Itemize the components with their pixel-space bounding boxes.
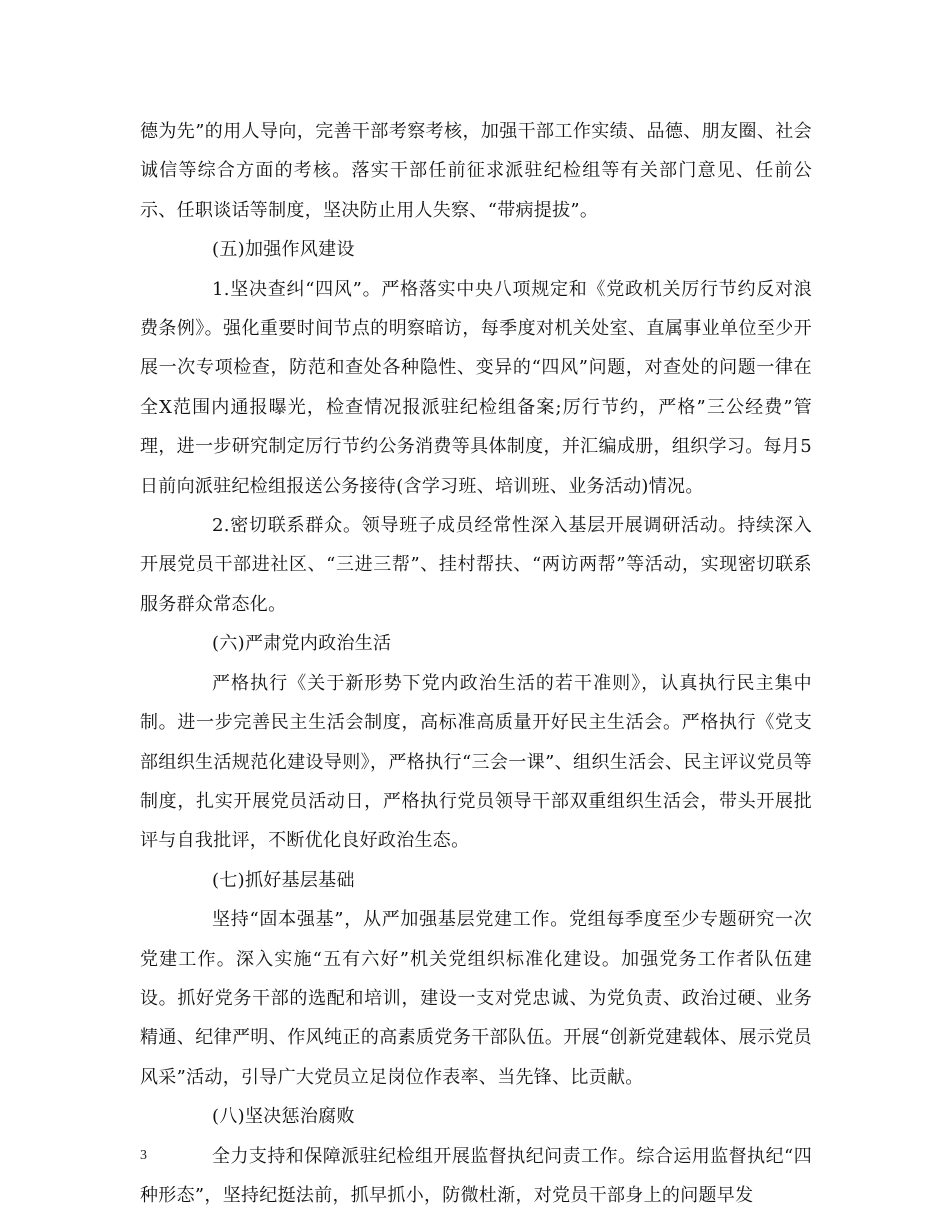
section-heading-grassroots: (七)抓好基层基础 — [212, 869, 355, 891]
section-heading-political-life: (六)严肃党内政治生活 — [212, 633, 392, 655]
page-number: 3 — [140, 1148, 147, 1163]
paragraph-anti-corruption: 全力支持和保障派驻纪检组开展监督执纪问责工作。综合运用监督执纪“四种形态”，坚持纪挺法前，抓早抓小，防微杜渐，对党员干部身上的问题早发 — [140, 1145, 812, 1206]
section-heading-anti-corruption: (八)坚决惩治腐败 — [212, 1106, 355, 1128]
paragraph-political-life: 严格执行《关于新形势下党内政治生活的若干准则》，认真执行民主集中制。进一步完善民主生活会制度，高标准高质量开好民主生活会。严格执行《党支部组织生活规范化建设导则》，严格执行“三会一课”、组织生活会、民主评议党员等制度，扎实开展党员活动日，严格执行党员领导干部双重组织生活会，带头开展批评与自我批评，不断优化良好政治生态。 — [140, 672, 812, 852]
paragraph-contact-masses: 2.密切联系群众。领导班子成员经常性深入基层开展调研活动。持续深入开展党员干部进社区、“三进三帮”、挂村帮扶、“两访两帮”等活动，实现密切联系服务群众常态化。 — [140, 515, 812, 615]
paragraph-four-winds: 1.坚决查纠“四风”。严格落实中央八项规定和《党政机关厉行节约反对浪费条例》。强化重要时间节点的明察暗访，每季度对机关处室、直属事业单位至少开展一次专项检查，防范和查处各种隐性、变异的“四风”问题，对查处的问题一律在全X范围内通报曝光，检查情况报派驻纪检组备案;厉行节约，严格”三公经费”管理，进一步研究制定厉行节约公务消费等具体制度，并汇编成册，组织学习。每月5日前向派驻纪检组报送公务接待(含学习班、培训班、业务活动)情况。 — [140, 278, 812, 497]
paragraph-cadre-assessment: 德为先”的用人导向，完善干部考察考核，加强干部工作实绩、品德、朋友圈、社会诚信等综合方面的考核。落实干部任前征求派驻纪检组等有关部门意见、任前公示、任职谈话等制度，坚决防止用人失察、“带病提拔”。 — [140, 121, 812, 221]
section-heading-work-style: (五)加强作风建设 — [212, 239, 355, 261]
document-body — [140, 112, 812, 1215]
paragraph-grassroots: 坚持“固本强基”，从严加强基层党建工作。党组每季度至少专题研究一次党建工作。深入实施“五有六好”机关党组织标准化建设。加强党务工作者队伍建设。抓好党务干部的选配和培训，建设一支对党忠诚、为党负责、政治过硬、业务精通、纪律严明、作风纯正的高素质党务干部队伍。开展“创新党建载体、展示党员风采”活动，引导广大党员立足岗位作表率、当先锋、比贡献。 — [140, 909, 812, 1088]
